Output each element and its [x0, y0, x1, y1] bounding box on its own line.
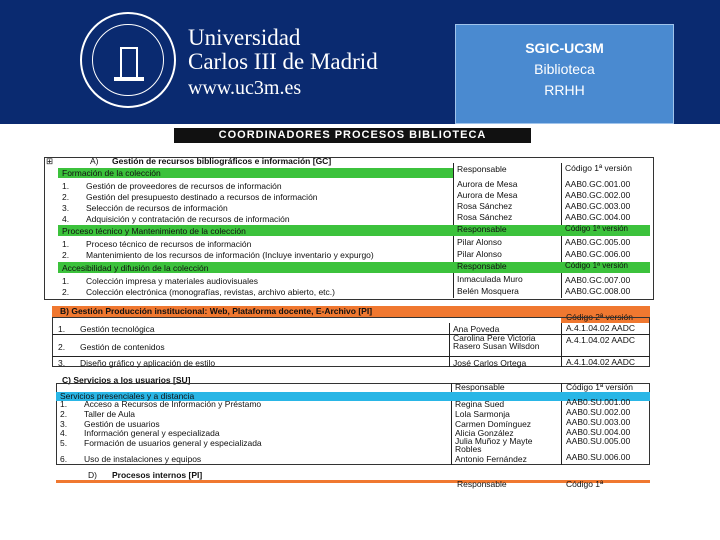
section-c-code-header: Código 1ª versión [566, 382, 633, 392]
process-desc: Selección de recursos de información [86, 203, 228, 213]
process-desc: Proceso técnico de recursos de información [86, 239, 252, 249]
process-code: AAB0.GC.005.00 [565, 237, 631, 247]
university-name: Universidad Carlos III de Madrid [188, 25, 378, 74]
section-d-resp-header: Responsable [457, 479, 507, 489]
process-code: AAB0.GC.003.00 [565, 201, 631, 211]
process-code: AAB0.GC.006.00 [565, 249, 631, 259]
process-desc: Taller de Aula [84, 409, 136, 419]
process-code: A.4.1.04.02 AADC [566, 335, 635, 345]
process-desc: Gestión del presupuesto destinado a recursos de información [86, 192, 318, 202]
process-code: AAB0.GC.002.00 [565, 190, 631, 200]
section-a-resp-header: Responsable [457, 164, 507, 174]
process-resp: Regina Sued [455, 399, 505, 409]
process-code: A.4.1.04.02 AADC [566, 323, 635, 333]
process-resp: Rosa Sánchez [457, 212, 513, 222]
process-desc: Gestión de usuarios [84, 419, 160, 429]
process-desc: Colección impresa y materiales audiovisuales [86, 276, 258, 286]
university-web: www.uc3m.es [188, 77, 302, 99]
section-a-marker: A) [90, 156, 99, 166]
group-label: Proceso técnico y Mantenimiento de la colección [62, 226, 246, 236]
section-a-heading: Gestión de recursos bibliográficos e información [GC] [112, 156, 332, 166]
process-resp: Ana Poveda [453, 324, 500, 334]
process-desc: Mantenimiento de los recursos de información (Incluye inventario y expurgo) [86, 250, 374, 260]
info-box: SGIC-UC3M Biblioteca RRHH [455, 24, 674, 124]
process-resp: Belén Mosquera [457, 286, 519, 296]
section-c-resp-header: Responsable [455, 382, 505, 392]
process-desc: Acceso a Recursos de Información y Préstamo [84, 399, 262, 409]
process-code: A.4.1.04.02 AADC [566, 357, 635, 367]
section-a-code-header: Código 1ª versión [565, 163, 632, 173]
section-b-heading: B) Gestión Producción institucional: Web, Plataforma docente, E-Archivo [PI] [60, 306, 373, 316]
process-document: ⊞ A) Gestión de recursos bibliográficos e información [GC] Responsable Código 1ª versión Formación de la colección 1. Gestión de proveedores de recursos de información Aurora de Mesa AAB0.GC.001.00 2. Gestión del presupuesto destinado a recursos de información Aurora de Mesa AAB0.GC.002.00 3. Selección de recursos de información Rosa Sánchez AAB0.GC.003.00 4. Adquisición y contratación de recursos de información Rosa Sánchez AAB0.GC.004.00 Proceso técnico y Mantenimiento de la colección Responsable Código 1ª versión 1. Proceso técnico de recursos de información Pilar Alonso AAB0.GC.005.00 2. Mantenimiento de los recursos de información (Incluye inventario y expurgo) Pilar Alonso AAB0.GC.006.00 Accesibilidad y difusión de la colección Responsable Código 1ª versión 1. Colección impresa y materiales audiovisuales Inmaculada Muro AAB0.GC.007.00 2. Colección electrónica (monografías, revistas, archivo abierto, etc.) Belén Mosquera AAB0.GC.008.00 B) Gestión Producción institucional: Web, Plataforma docente, E-Archivo [PI] Código 2ª versión 1. Gestión tecnológica Ana Poveda A.4.1.04.02 AADC 2. Gestión de contenidos Carolina Pere Victoria Rasero Susan Wilsdon A.4.1.04.02 AADC 3. Diseño gráfico y aplicación de estilo José Carlos Ortega A.4.1.04.02 AADC C) Servicios a los usuarios [SU] Responsable Código 1ª versión Servicios presenciales y a distancia 1. Acceso a Recursos de Información y Préstamo Regina Sued AAB0.SU.001.00 2. Taller de Aula Lola Sarmonja AAB0.SU.002.00 3. Gestión de usuarios Carmen Domínguez AAB0.SU.003.00 4. Información general y especializada Alicia González AAB0.SU.004.00 5. Formación de usuarios general y especializada Julia Muñoz y Mayte Robles AAB0.SU.005.00 6. Uso de instalaciones y equipos Antonio Fernández AAB0.SU.006.00 D) Procesos internos [PI] Responsable Código 1ª [0, 0, 720, 540]
process-desc: Gestión tecnológica [80, 324, 155, 334]
group-label: Servicios presenciales y a distancia [60, 391, 195, 401]
section-a-corner-icon: ⊞ [46, 156, 54, 166]
process-desc: Adquisición y contratación de recursos de información [86, 214, 290, 224]
process-code: AAB0.SU.006.00 [566, 452, 631, 462]
process-desc: Uso de instalaciones y equipos [84, 454, 202, 464]
process-resp: Alicia González [455, 428, 514, 438]
process-resp: Inmaculada Muro [457, 274, 523, 284]
process-code: AAB0.SU.003.00 [566, 417, 631, 427]
process-desc: Información general y especializada [84, 428, 220, 438]
process-desc: Gestión de contenidos [80, 342, 165, 352]
process-desc: Formación de usuarios general y especializada [84, 438, 262, 448]
process-resp: Pilar Alonso [457, 249, 502, 259]
section-d-code-header: Código 1ª [566, 479, 604, 489]
process-resp: Julia Muñoz y Mayte Robles [455, 436, 533, 454]
section-c-heading: C) Servicios a los usuarios [SU] [62, 375, 191, 385]
process-code: AAB0.SU.001.00 [566, 397, 631, 407]
process-resp: Carmen Domínguez [455, 419, 532, 429]
process-code: AAB0.GC.007.00 [565, 275, 631, 285]
process-resp: Carolina Pere Victoria Rasero Susan Wilsdon [453, 333, 540, 351]
group-label: Formación de la colección [62, 168, 161, 178]
process-code: AAB0.GC.008.00 [565, 286, 631, 296]
process-resp: José Carlos Ortega [453, 358, 527, 368]
section-d-heading: Procesos internos [PI] [112, 470, 203, 480]
process-code: AAB0.SU.004.00 [566, 427, 631, 437]
process-resp: Aurora de Mesa [457, 190, 518, 200]
process-resp: Pilar Alonso [457, 237, 502, 247]
process-resp: Lola Sarmonja [455, 409, 510, 419]
process-desc: Gestión de proveedores de recursos de información [86, 181, 282, 191]
process-code: AAB0.SU.005.00 [566, 436, 631, 446]
section-b-code-header: Código 2ª versión [566, 312, 633, 322]
process-desc: Colección electrónica (monografías, revistas, archivo abierto, etc.) [86, 287, 335, 297]
process-code: AAB0.SU.002.00 [566, 407, 631, 417]
process-resp: Aurora de Mesa [457, 179, 518, 189]
process-code: AAB0.GC.004.00 [565, 212, 631, 222]
section-d-marker: D) [88, 470, 97, 480]
doc-title: COORDINADORES PROCESOS BIBLIOTECA [174, 128, 531, 143]
process-desc: Diseño gráfico y aplicación de estilo [80, 358, 216, 368]
process-resp: Antonio Fernández [455, 454, 527, 464]
group-label: Accesibilidad y difusión de la colección [62, 263, 209, 273]
process-code: AAB0.GC.001.00 [565, 179, 631, 189]
process-resp: Rosa Sánchez [457, 201, 513, 211]
